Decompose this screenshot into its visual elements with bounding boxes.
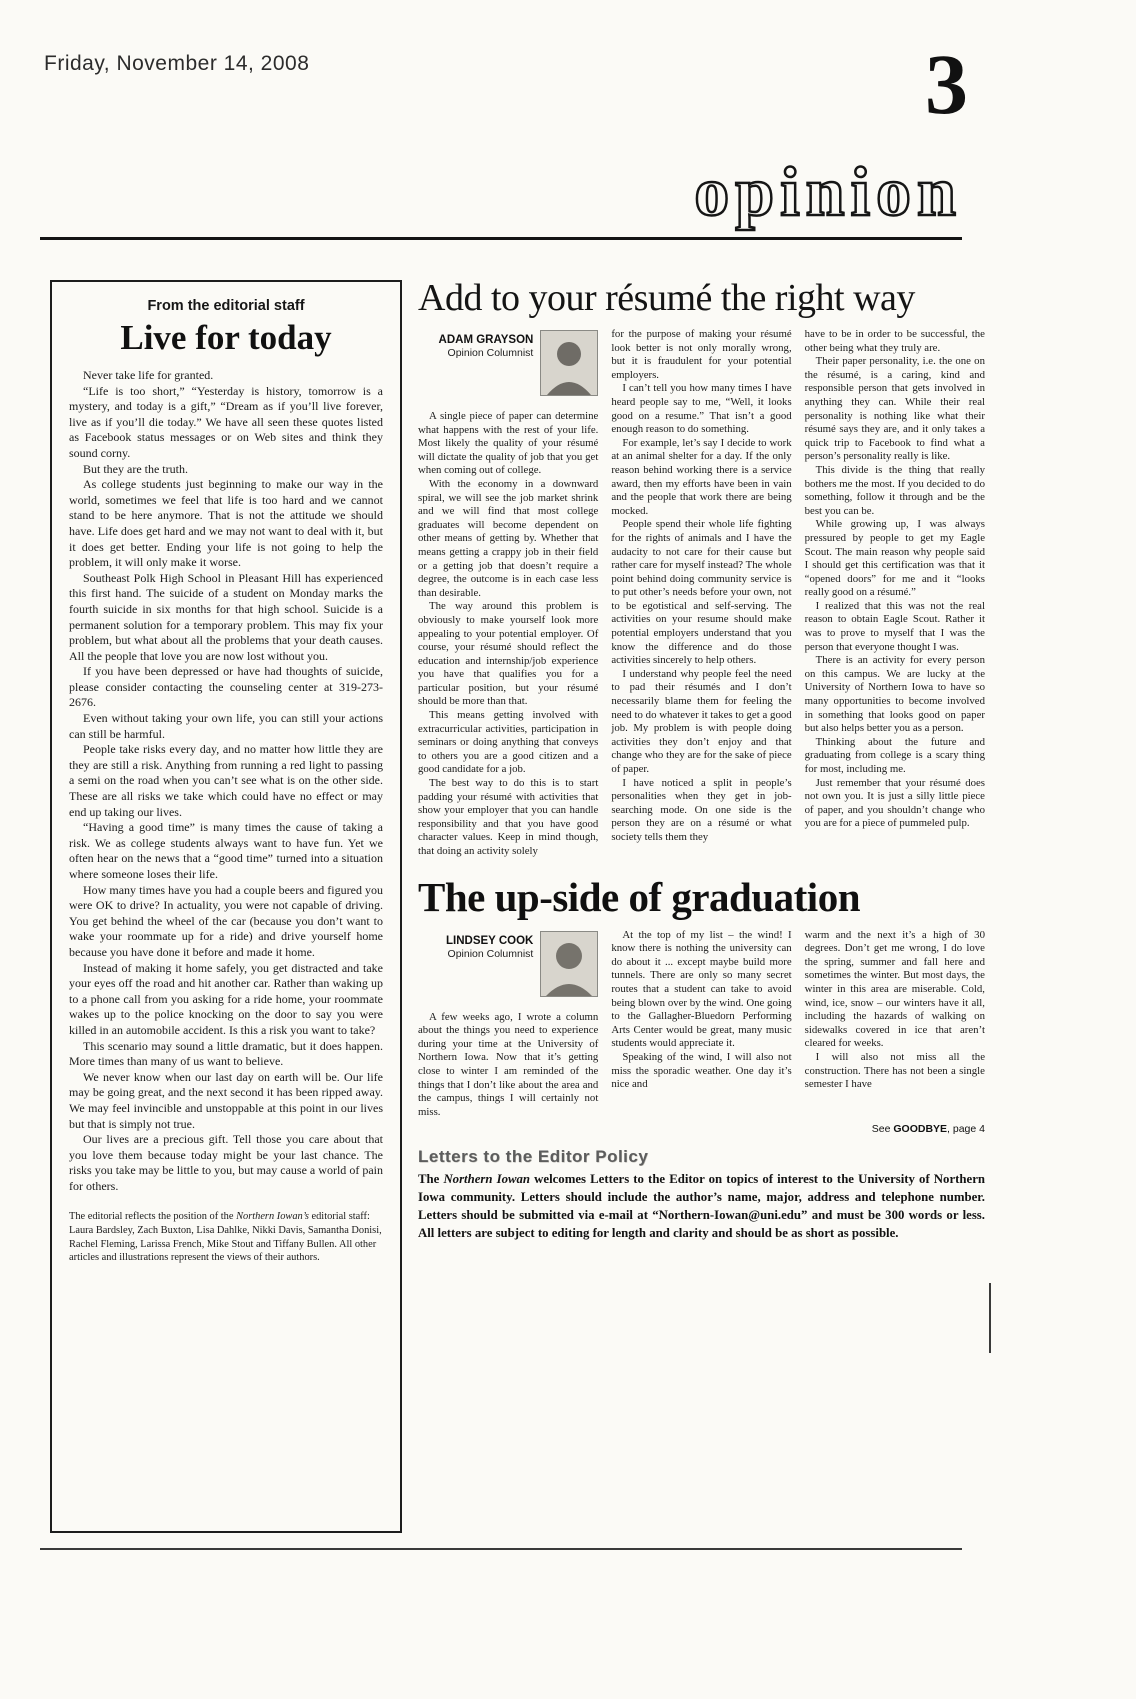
letters-policy-body xyxy=(418,1171,985,1243)
paragraph: Southeast Polk High School in Pleasant Hill has experienced this first hand. The suicide of a student on Monday marks the fourth suicide in six months for that high school. Suicide is a permanent solution for a temporary problem. This may fix your problem, but what about all the problems that your death causes. All the people that love you are now lost without you. xyxy=(69,570,383,663)
paragraph: “Life is too short,” “Yesterday is history, tomorrow is a mystery, and today is a gift,” “Dream as if you’ll live forever, live as if you’ll die today.” We have all seen these quotes listed as Facebook status messages or on Web sites and think they sound corny. xyxy=(69,383,383,460)
paragraph: Speaking of the wind, I will also not miss the sporadic weather. One day it’s nice and xyxy=(611,1050,792,1091)
graduation-column-1-text xyxy=(418,1011,598,1120)
resume-column-2 xyxy=(611,328,791,859)
paragraph: At the top of my list – the wind! I know there is nothing the university can do about it ... except maybe build more tunnels. There are only so many secret routes that a student can take to avoid being blown over by the wind. One going to the Gallagher-Bluedorn Performing Arts Center would be great, many music students would appreciate it. xyxy=(611,928,792,1050)
paragraph: People take risks every day, and no matter how little they are they are still a risk. Anything from running a red light to passing a semi on the road when you can’t see what is on the other side. These are all risks we take which could have no effect or may end up taking our lives. xyxy=(69,742,383,819)
graduation-article-columns xyxy=(418,929,985,1120)
page-date: Friday, November 14, 2008 xyxy=(44,52,310,75)
portrait-silhouette-icon xyxy=(541,932,597,996)
bottom-rule xyxy=(40,1548,962,1550)
paragraph: I can’t tell you how many times I have heard people say to me, “Well, it looks good on a resume.” That isn’t a good enough reason to do something. xyxy=(611,382,792,436)
lindsey-cook-photo xyxy=(540,931,598,997)
paragraph: Our lives are a precious gift. Tell those you care about that you love them because today might be your last chance. The risks you take may be little to you, but may cause a world of pain for others. xyxy=(69,1132,383,1193)
editorial-kicker: From the editorial staff xyxy=(147,298,305,314)
resume-column-1-text xyxy=(418,410,598,859)
paragraph: If you have been depressed or have had thoughts of suicide, please consider contacting the counseling center at 319-273-2676. xyxy=(69,664,383,710)
paragraph: I realized that this was not the real reason to obtain Eagle Scout. Rather it was to prove to myself that I was the person that everyone thought I was. xyxy=(804,599,985,653)
footnote-text-prefix: The editorial reflects the position of the xyxy=(69,1211,237,1223)
paragraph: I will also not miss all the construction. There has not been a single semester I have xyxy=(804,1050,985,1091)
paragraph: The best way to do this is to start padding your résumé with activities that show your employer that you can handle responsibility and that you have good character values. Keep in mind though, that doing an activity solely xyxy=(418,777,599,857)
section-title-opinion: opinion xyxy=(694,154,962,231)
paragraph: Their paper personality, i.e. the one on the résumé, is a caring, kind and responsible person that gets involved in anything they can. While their real personality is nothing like what their résumé says they are, and it only takes a quick trip to Facebook to find what a person’s personality really is like. xyxy=(804,355,985,463)
paragraph: The way around this problem is obviously to make yourself look more appealing to your potential employer. Of course, your résumé should reflect the education and internship/job experience you have that qualifies you for a particular position, but your résumé should be more than that. xyxy=(418,600,599,708)
paragraph: People spend their whole life fighting for the rights of animals and I have the audacity to not care for their cause but rather care for myself instead? The whole point behind doing community service is to put other’s needs before your own, not to be egotistical and self-serving. The activities on your resume should make potential employers understand that you know the difference and do those activities sincerely to help others. xyxy=(611,518,792,667)
opinion-articles-region xyxy=(418,276,985,1243)
editorial-footnote xyxy=(69,1210,383,1264)
columnist-name: ADAM GRAYSON xyxy=(438,334,534,346)
columnist-name: LINDSEY COOK xyxy=(446,934,534,947)
continued-suffix: , page 4 xyxy=(947,1123,985,1136)
paragraph: For example, let’s say I decide to work at an animal shelter for a day. If the only reason behind working there is a service award, then my efforts have been in vain and the people that work there are being mocked. xyxy=(611,436,792,517)
page-edge-rule-fragment xyxy=(989,1283,991,1353)
footnote-text-rest: editorial staff: Laura Bardsley, Zach Buxton, Lisa Dahlke, Nikki Davis, Samantha Donisi, Rachel Fleming, Larissa French, Mike Stout and Tiffany Bullen. All other articles and illustrations represent the views of their authors. xyxy=(69,1211,382,1264)
paragraph: This means getting involved with extracurricular activities, participation in seminars or doing anything that conveys to others you are a good citizen and a good candidate for a job. xyxy=(418,709,599,776)
paragraph: I have noticed a split in people’s personalities when they get in job-searching mode. On one side is the person they are on a résumé or what society tells them they xyxy=(611,776,792,843)
editorial-box xyxy=(50,280,402,1533)
paragraph: Even without taking your own life, you can still your actions can still be harmful. xyxy=(69,711,383,741)
editorial-title: Live for today xyxy=(120,318,332,357)
header-rule xyxy=(40,237,962,240)
paragraph: With the economy in a downward spiral, we will see the job market shrink and we will find that most college graduates will become dependent on other means of getting by. Whether that means getting a crappy job in their field or a getting job that doesn’t require a degree, the outcome is in each case less than desirable. xyxy=(418,477,599,599)
resume-column-3-text xyxy=(805,328,985,831)
paragraph: This divide is the thing that really bothers me the most. If you decided to do something, follow it through and be the best you can be. xyxy=(804,463,985,517)
columnist-role: Opinion Columnist xyxy=(447,947,534,960)
letters-policy-section xyxy=(418,1147,985,1243)
paragraph: Instead of making it home safely, you get distracted and take your eyes off the road and hit another car. Rather than waking up to a phone call from you asking for a ride home, your roommate wakes up to the police knocking on the door to say you were killed in an automobile accident. Is this a risk you want to take? xyxy=(69,960,383,1037)
paragraph: Never take life for granted. xyxy=(83,368,214,382)
paragraph: But they are the truth. xyxy=(83,461,188,476)
letters-body-rest: welcomes Letters to the Editor on topics of interest to the University of Northern Iowa community. Letters should include the author’s name, major, address and telephone number. Letters should be submitted via e-mail at “Northern-Iowan@uni.edu” and must be 300 words or less. All letters are subject to editing for length and clarity and should be as short as possible. xyxy=(418,1172,985,1241)
paragraph: We never know when our last day on earth will be. Our life may be going great, and the next second it has been ripped away. We may feel invincible and unstoppable at this point in our lives but that is simply not true. xyxy=(69,1069,383,1131)
continued-on-page-notice xyxy=(418,1123,985,1135)
paragraph: As college students just beginning to make our way in the world, sometimes we feel that life is too hard and we cannot stand to be here anymore. That is not the attitude we should have. Life does get hard and we may not want to deal with it, but it does get better. Ending your life is not going to help the problem, it will only make it worse. xyxy=(69,477,383,570)
graduation-column-2-text xyxy=(611,929,791,1092)
letters-body-prefix: The xyxy=(418,1172,444,1187)
letters-policy-title: Letters to the Editor Policy xyxy=(418,1147,649,1167)
columnist-role: Opinion Columnist xyxy=(447,347,534,360)
editorial-body xyxy=(69,368,383,1194)
paragraph: A few weeks ago, I wrote a column about the things you need to experience during your time at the University of Northern Iowa. Now that it’s getting close to winter I am reminded of the things that I don’t like about the area and the campus, things I will certainly not miss. xyxy=(418,1010,599,1118)
portrait-silhouette-icon xyxy=(541,331,597,395)
paragraph: There is an activity for every person on this campus. We are lucky at the University of Northern Iowa to have so many opportunities to become involved in something that looks good on paper but also helps better you as a person. xyxy=(804,654,985,735)
graduation-column-2 xyxy=(611,929,791,1120)
resume-column-3 xyxy=(805,328,985,859)
byline-lindsey-cook xyxy=(418,931,598,997)
graduation-column-3 xyxy=(805,929,985,1120)
resume-column-2-text xyxy=(611,328,791,845)
letters-paper-name: Northern Iowan xyxy=(443,1172,531,1187)
paragraph: How many times have you had a couple beers and figured you were OK to drive? In actuality, you were not capable of driving. You get behind the wheel of the car (because you don’t want to wake your roommate up for a ride) and drive yourself home because you have done it before and made it home. xyxy=(69,882,383,959)
paragraph: “Having a good time” is many times the cause of taking a risk. We as college students always want to have fun. Yet we often hear on the news that a “good time” turned into a situation where someone loses their life. xyxy=(69,820,383,881)
graduation-column-1 xyxy=(418,929,598,1120)
resume-article-headline: Add to your résumé the right way xyxy=(418,277,915,319)
footnote-paper-name: Northern Iowan’s xyxy=(236,1211,309,1223)
resume-column-1 xyxy=(418,328,598,859)
paragraph: Thinking about the future and graduating from college is a scary thing for most, including me. xyxy=(804,735,985,775)
continued-jump-word: GOODBYE xyxy=(893,1123,948,1136)
paragraph: A single piece of paper can determine what happens with the rest of your life. Most likely the quality of your résumé will dictate the quality of job that you get when coming out of college. xyxy=(418,410,599,477)
byline-adam-grayson xyxy=(418,330,598,396)
page-number: 3 xyxy=(925,36,968,132)
paragraph: for the purpose of making your résumé look better is not only morally wrong, but it is fraudulent for your potential employers. xyxy=(611,328,792,381)
byline-text-block xyxy=(446,931,533,962)
graduation-column-3-text xyxy=(805,929,985,1092)
paragraph: I understand why people feel the need to pad their résumés and I don’t necessarily blame them for feeling the need to do whatever it takes to get a good job. My problem is with people doing activities they don’t enjoy and that change who they are for the sake of piece of paper. xyxy=(611,667,792,775)
byline-text-block xyxy=(439,330,534,361)
paragraph: This scenario may sound a little dramatic, but it does happen. More times than many of us want to believe. xyxy=(69,1038,383,1069)
graduation-article-headline: The up-side of graduation xyxy=(418,873,861,920)
adam-grayson-photo xyxy=(540,330,598,396)
paragraph: Just remember that your résumé does not own you. It is just a silly little piece of paper, and you shouldn’t change who you are for a piece of pummeled pulp. xyxy=(804,776,985,830)
paragraph: have to be in order to be successful, the other being what they truly are. xyxy=(804,328,985,354)
resume-article-columns xyxy=(418,328,985,859)
continued-prefix: See xyxy=(871,1123,894,1136)
paragraph: While growing up, I was always pressured by people to get my Eagle Scout. The main reason why people said I should get this certification was that it “opened doors” for me and it “looks really good on a résumé.” xyxy=(804,518,985,599)
paragraph: warm and the next it’s a high of 30 degrees. Don’t get me wrong, I do love the spring, summer and fall here and sometimes the winter. But most days, the winter in this area are miserable. Cold, wind, ice, snow – our winters have it all, including the hazards of walking on sidewalks covered in ice that aren’t cleared for weeks. xyxy=(804,928,985,1050)
